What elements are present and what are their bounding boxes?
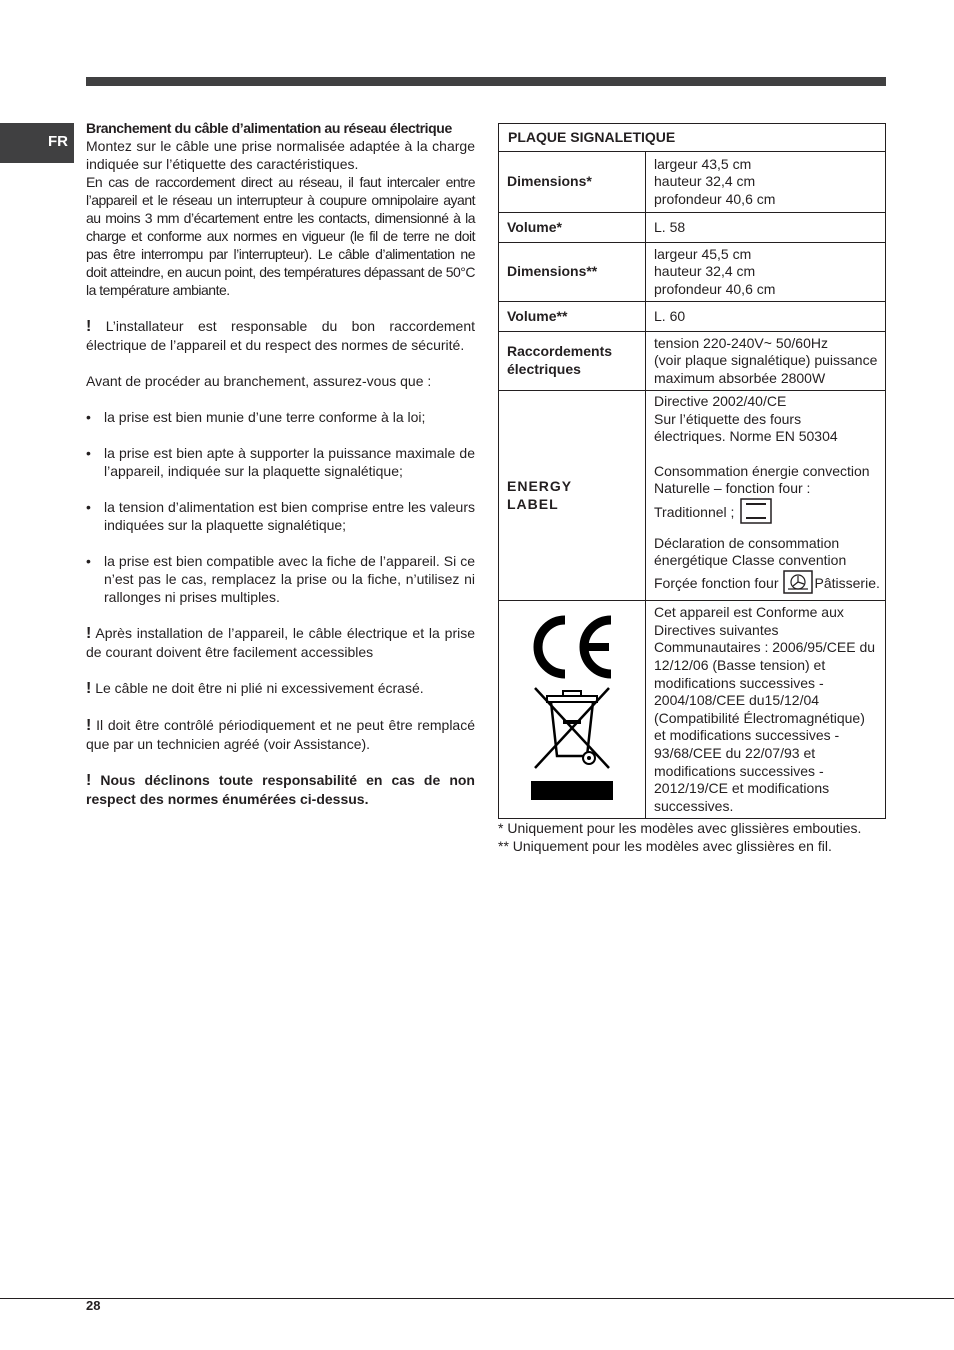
top-rule xyxy=(86,77,886,86)
electrical-label: Raccordements électriques xyxy=(499,332,646,391)
section-heading: Branchement du câble d’alimentation au réseau électrique xyxy=(86,120,452,136)
footnote: * Uniquement pour les modèles avec glissières embouties. xyxy=(498,820,862,836)
language-tab xyxy=(0,123,74,163)
warning-icon: ! xyxy=(86,680,92,697)
warning-icon: ! xyxy=(86,318,92,335)
energy-label-value: Directive 2002/40/CE Sur l’étiquette des fours électriques. Norme EN 50304 Consommation énergie convection Naturelle – fonction four : Traditionnel ; Déclaration de consommation énergétique Classe convention Forçée fonction four Pâtisserie. xyxy=(646,391,886,601)
dimensions-label: Dimensions** xyxy=(499,243,646,302)
warning-icon: ! xyxy=(86,772,92,789)
page-number: 28 xyxy=(86,1298,101,1313)
paragraph-direct-connection: En cas de raccordement direct au réseau, il faut intercaler entre l’appareil et le réseau un interrupteur à coupure omnipolaire ayant au moins 3 mm d’écartement entre les contacts, dimensionné à la charge et conforme aux normes en vigueur (le fil de terre ne doit pas être interrompu par l’interrupteur). Le câble d’alimentation ne doit atteindre, en aucun point, des températures dépassant de 50°C la température ambiante. xyxy=(86,174,475,298)
ce-mark-icon xyxy=(499,614,645,685)
volume-value: L. 58 xyxy=(646,213,886,243)
volume-label: Volume** xyxy=(499,302,646,332)
traditional-oven-icon xyxy=(740,498,772,529)
conformity-logos xyxy=(499,601,646,819)
weee-bin-icon xyxy=(499,684,645,781)
electrical-value: tension 220-240V~ 50/60Hz (voir plaque signalétique) puissance maximum absorbée 2800W xyxy=(646,332,886,391)
checklist-intro: Avant de procéder au branchement, assurez-vous que : xyxy=(86,373,432,389)
weee-bar xyxy=(531,781,613,800)
installation-text xyxy=(86,119,475,808)
rating-plate-table xyxy=(498,123,886,819)
footnote: ** Uniquement pour les modèles avec glissières en fil. xyxy=(498,838,832,854)
energy-label-label: ENERGY LABEL xyxy=(499,391,646,601)
checklist-item: • la tension d’alimentation est bien comprise entre les valeurs indiquées sur la plaquette signalétique; xyxy=(86,498,475,534)
dimensions-value: largeur 43,5 cm hauteur 32,4 cm profondeur 40,6 cm xyxy=(646,152,886,213)
footnotes xyxy=(498,819,861,855)
language-code: FR xyxy=(48,133,68,150)
warning-icon: ! xyxy=(86,625,92,642)
table-title: PLAQUE SIGNALETIQUE xyxy=(499,124,886,152)
disclaimer: ! Nous déclinons toute responsabilité en cas de non respect des normes énumérées ci-dessus. xyxy=(86,772,475,807)
checklist-item: • la prise est bien munie d’une terre conforme à la loi; xyxy=(86,408,475,426)
dimensions-label: Dimensions* xyxy=(499,152,646,213)
checklist-item: • la prise est bien apte à supporter la puissance maximale de l’appareil, indiquée sur la plaquette signalétique; xyxy=(86,444,475,480)
warning-installer: ! L’installateur est responsable du bon raccordement électrique de l’appareil et du respect des normes de sécurité. xyxy=(86,318,476,353)
volume-value: L. 60 xyxy=(646,302,886,332)
warning-inspection: ! Il doit être contrôlé périodiquement et ne peut être remplacé que par un technicien agréé (voir Assistance). xyxy=(86,717,476,752)
paragraph-plug: Montez sur le câble une prise normalisée adaptée à la charge indiquée sur l’étiquette des caractéristiques. xyxy=(86,138,475,172)
checklist-item: • la prise est bien compatible avec la fiche de l’appareil. Si ce n’est pas le cas, remplacez la prise ou la fiche, n’utilisez ni rallonges ni prises multiples. xyxy=(86,552,475,606)
conformity-text: Cet appareil est Conforme aux Directives suivantes Communautaires : 2006/95/CEE du 12/12/06 (Basse tension) et modifications successives - 2004/108/CEE du15/12/04 (Compatibilité Électromagnétique) et modifications successives - 93/68/CEE du 22/07/93 et modifications successives - 2012/19/CE et modifications successives. xyxy=(646,601,886,819)
pastry-fan-icon xyxy=(783,570,813,599)
warning-cable: ! Le câble ne doit être ni plié ni excessivement écrasé. xyxy=(86,680,424,697)
bottom-rule xyxy=(0,1298,954,1299)
volume-label: Volume* xyxy=(499,213,646,243)
warning-accessible: ! Après installation de l’appareil, le câble électrique et la prise de courant doivent être facilement accessibles xyxy=(86,625,475,660)
dimensions-value: largeur 45,5 cm hauteur 32,4 cm profondeur 40,6 cm xyxy=(646,243,886,302)
warning-icon: ! xyxy=(86,717,92,734)
